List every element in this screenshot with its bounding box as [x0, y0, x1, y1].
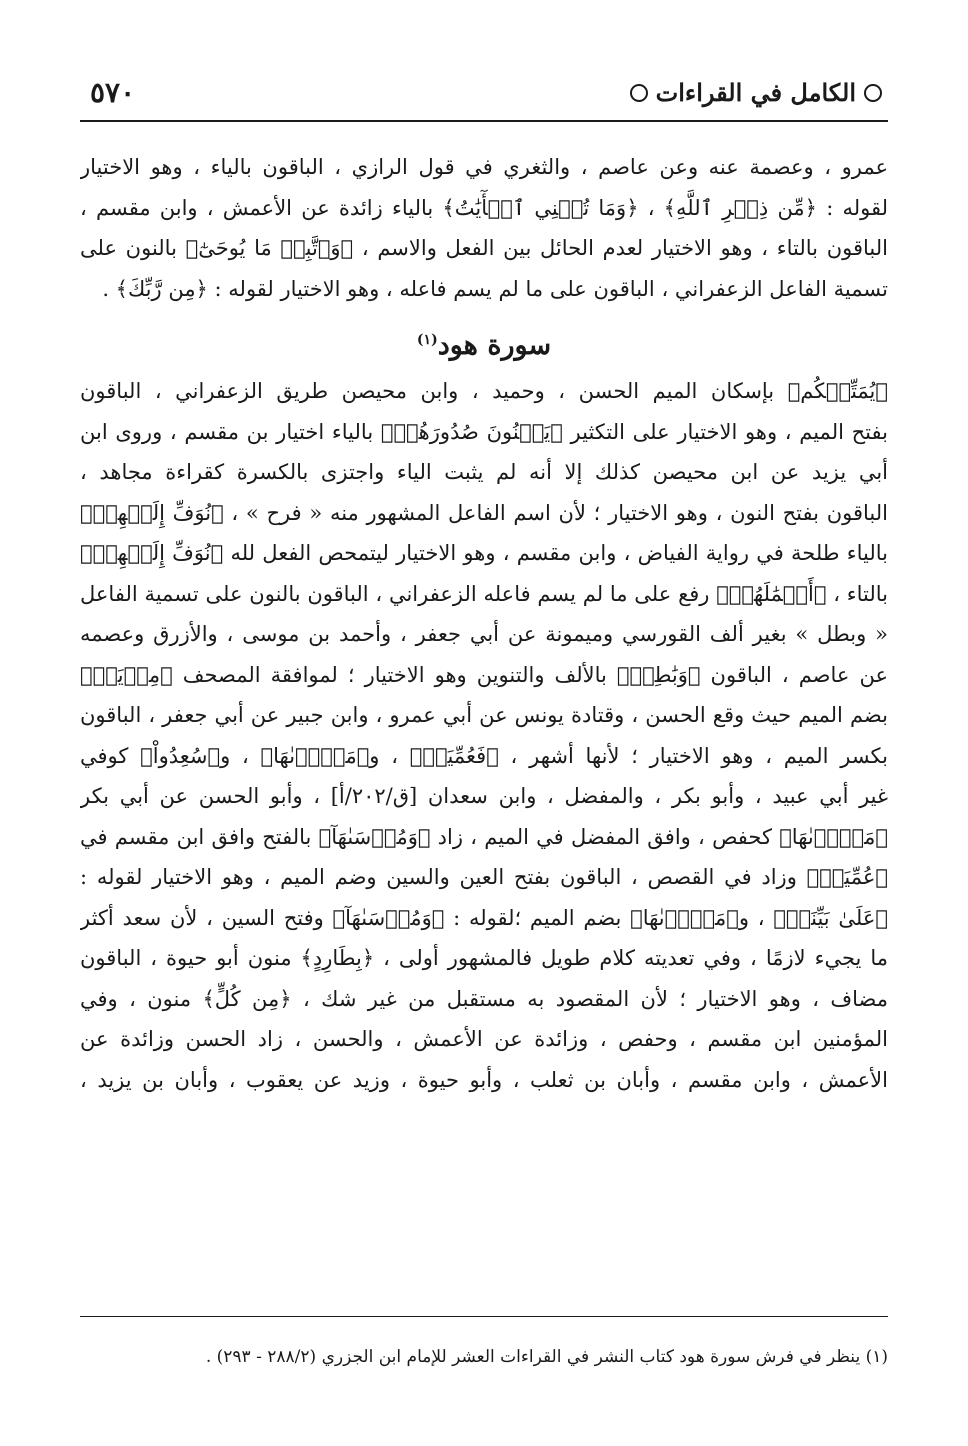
footnote: (١) ينظر في فرش سورة هود كتاب النشر في القراءات العشر للإمام ابن الجزري (٢٨٨/٢ - ٢٩٣) .: [205, 1347, 888, 1367]
text-line: ﴿عُمِّيَتۡ﴾ وزاد في القصص ، الباقون بفتح العين والسين وضم الميم ، وهو الاختيار لقوله :: [80, 865, 888, 889]
text-line: الأعمش ، وابن مقسم ، وأبان بن ثعلب ، وأبو حيوة ، وزيد عن يعقوب ، وأبان بن يزيد ،: [80, 1067, 888, 1092]
page-number: ٥٧٠: [90, 76, 136, 109]
running-title: [630, 78, 882, 107]
text-line: عمرو ، وعصمة عنه وعن عاصم ، والثغري في قول الرازي ، الباقون بالياء ، وهو الاختيار: [80, 155, 888, 179]
text-line: المؤمنين ابن مقسم ، وحفص ، وزائدة عن الأعمش ، والحسن ، زاد الحسن وزائدة عن: [80, 1027, 888, 1051]
text-line: تسمية الفاعل الزعفراني ، الباقون على ما لم يسم فاعله ، وهو الاختيار لقوله : ﴿مِن رَّبِّكَ﴾ .: [102, 276, 888, 301]
running-header: [80, 76, 888, 120]
text-line: الباقون بالتاء ، وهو الاختيار لعدم الحائل بين الفعل والاسم ، ﴿وَٱتَّبِعۡ مَا يُوحَىٰٓ﴾ بالنون على: [80, 236, 888, 260]
text-line: بالتاء ، ﴿أَعۡمَٰلَهُمۡ﴾ رفع على ما لم يسم فاعله الزعفراني ، الباقون بالنون على تسمية الفاعل: [80, 581, 888, 606]
text-line: بكسر الميم ، وهو الاختيار ؛ لأنها أشهر ، ﴿فَعُمِّيَتۡ﴾ ، و﴿مَجۡرٜىٰهَا﴾ ، و﴿سُعِدُواْ﴾ كوفي: [80, 743, 888, 768]
ring-ornament-icon: [630, 84, 648, 102]
text-line: أبي يزيد عن ابن محيصن كذلك إلا أنه لم يثبت الياء واجتزى بالكسرة كقراءة مجاهد ،: [80, 460, 888, 484]
text-line: مضاف ، وهو الاختيار ؛ لأن المقصود به مستقبل من غير شك ، ﴿مِن كُلٍّ﴾ منون ، وفي: [80, 986, 888, 1011]
surah-heading: [80, 309, 888, 371]
text-line: الباقون بفتح النون ، وهو الاختيار ؛ لأن اسم الفاعل المشهور منه « فرح » ، ﴿نُوَفِّ إِلَيۡهِمۡ﴾: [80, 500, 888, 525]
text-line: ﴿عَلَىٰ بَيِّنَةٖ﴾ ، و﴿مَجۡرٜىٰهَا﴾ بضم الميم ؛لقوله : ﴿وَمُرۡسَىٰهَآ﴾ وفتح السين ، لأن سعد أكثر: [80, 905, 888, 930]
book-title: الكامل في القراءات: [655, 78, 856, 107]
text-line: لقوله : ﴿مِّن ذِكۡرِ ٱللَّهِ﴾ ، ﴿وَمَا تُغۡنِي ٱلۡأٓيَٰتُ﴾ بالياء زائدة عن الأعمش ، وابن مقسم ،: [80, 195, 888, 220]
text-line: « وبطل » بغير ألف القورسي وميمونة عن أبي جعفر ، وأحمد بن موسى ، والأزرق وعصمه: [80, 622, 888, 646]
text-line: بالياء طلحة في رواية الفياض ، وابن مقسم ، وهو الاختيار ليتمحص الفعل لله ﴿نُوَفِّ إِلَيۡهِمۡ﴾: [80, 541, 888, 565]
text-line: ﴿يُمَتِّعۡكُم﴾ بإسكان الميم الحسن ، وحميد ، وابن محيصن طريق الزعفراني ، الباقون: [80, 379, 888, 403]
text-line: بفتح الميم ، وهو الاختيار على التكثير ﴿يَثۡنُونَ صُدُورَهُمۡ﴾ بالياء اختيار بن مقسم ، وروى ابن: [80, 419, 888, 444]
footnote-marker: (١): [416, 332, 438, 348]
footnote-divider: [80, 1316, 888, 1317]
text-line: غير أبي عبيد ، وأبو بكر ، والمفضل ، وابن سعدان [ق/٢٠٢/أ] ، وأبو الحسن عن أبي بكر: [80, 784, 888, 808]
text-line: ما يجيء لازمًا ، وفي تعديته كلام طويل فالمشهور أولى ، ﴿بِطَارِدٍ﴾ منون أبو حيوة ، الباقون: [80, 946, 888, 970]
text-line: ﴿مَجۡرٜىٰهَا﴾ كحفص ، وافق المفضل في الميم ، زاد ﴿وَمُرۡسَىٰهَآ﴾ بالفتح وافق ابن مقسم في: [80, 824, 888, 849]
header-divider: [80, 120, 888, 122]
main-text: [80, 147, 888, 1100]
text-line: بضم الميم حيث وقع الحسن ، وقتادة يونس عن أبي عمرو ، وابن جبير عن أبي جعفر ، الباقون: [80, 703, 888, 727]
ring-ornament-icon: [864, 84, 882, 102]
surah-title: سورة هود: [437, 330, 552, 361]
text-line: عن عاصم ، الباقون ﴿وَبَٰطِلٞ﴾ بالألف والتنوين وهو الاختيار ؛ لموافقة المصحف ﴿مِرۡيَةٖ﴾: [80, 662, 888, 687]
